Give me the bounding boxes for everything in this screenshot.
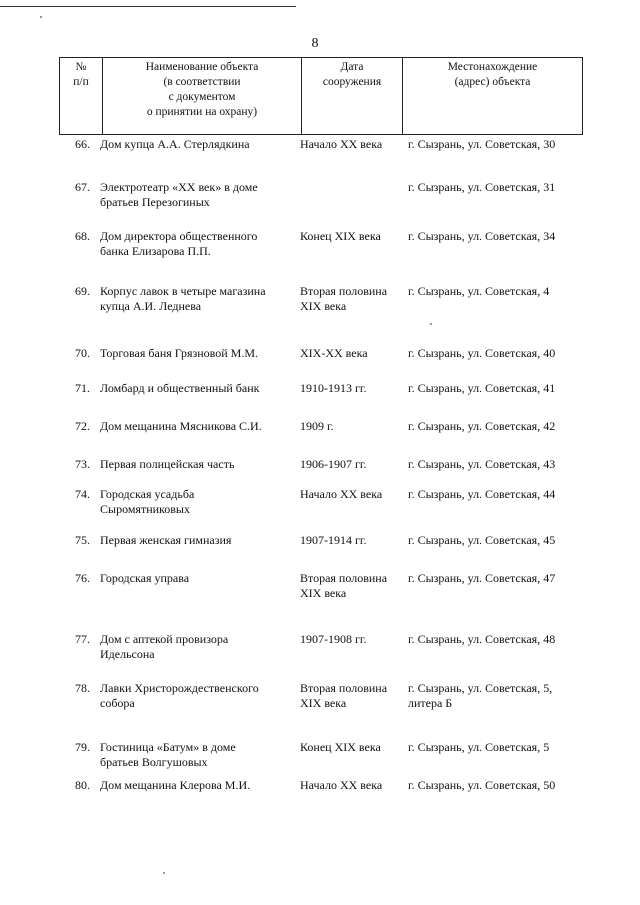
object-name: Дом мещанина Клерова М.И. — [100, 778, 251, 792]
object-location: г. Сызрань, ул. Советская, 42 — [408, 419, 556, 433]
header-num: № п/п — [60, 58, 103, 135]
object-location: г. Сызрань, ул. Советская, 34 — [408, 229, 556, 243]
row-number: 74. — [75, 487, 90, 501]
object-location: г. Сызрань, ул. Советская, 5, литера Б — [408, 681, 553, 710]
object-location: г. Сызрань, ул. Советская, 48 — [408, 632, 556, 646]
construction-date: Начало XX века — [300, 137, 383, 151]
object-name: Ломбард и общественный банк — [100, 381, 260, 395]
construction-date: Вторая половина XIX века — [300, 681, 388, 710]
header-location: Местонахождение (адрес) объекта — [403, 58, 583, 135]
construction-date: 1906-1907 гг. — [300, 457, 367, 471]
object-name: Дом директора общественного банка Елизарова П.П. — [100, 229, 258, 258]
object-location: г. Сызрань, ул. Советская, 30 — [408, 137, 556, 151]
row-number: 79. — [75, 740, 90, 754]
row-number: 70. — [75, 346, 90, 360]
row-number: 69. — [75, 284, 90, 298]
object-location: г. Сызрань, ул. Советская, 40 — [408, 346, 556, 360]
row-number: 76. — [75, 571, 90, 585]
object-location: г. Сызрань, ул. Советская, 44 — [408, 487, 556, 501]
header-name: Наименование объекта (в соответствии с документом о принятии на охрану) — [103, 58, 302, 135]
object-name: Городская управа — [100, 571, 190, 585]
object-name: Гостиница «Батум» в доме братьев Волгушовых — [100, 740, 236, 769]
object-name: Первая полицейская часть — [100, 457, 235, 471]
object-name: Электротеатр «XX век» в доме братьев Перезогиных — [100, 180, 258, 209]
row-number: 71. — [75, 381, 90, 395]
object-name: Городская усадьба Сыромятниковых — [100, 487, 195, 516]
row-number: 78. — [75, 681, 90, 695]
row-number: 80. — [75, 778, 90, 792]
construction-date: 1909 г. — [300, 419, 334, 433]
construction-date: Начало XX века — [300, 778, 383, 792]
row-number: 73. — [75, 457, 90, 471]
object-name: Дом мещанина Мясникова С.И. — [100, 419, 262, 433]
scan-speck — [163, 872, 165, 874]
object-location: г. Сызрань, ул. Советская, 4 — [408, 284, 550, 298]
object-location: г. Сызрань, ул. Советская, 45 — [408, 533, 556, 547]
object-name: Корпус лавок в четыре магазина купца А.И. Леднева — [100, 284, 266, 313]
row-number: 77. — [75, 632, 90, 646]
page-number: 8 — [311, 36, 319, 51]
construction-date: 1907-1908 гг. — [300, 632, 367, 646]
row-number: 72. — [75, 419, 90, 433]
construction-date: Конец XIX века — [300, 740, 381, 754]
object-location: г. Сызрань, ул. Советская, 41 — [408, 381, 556, 395]
object-location: г. Сызрань, ул. Советская, 31 — [408, 180, 556, 194]
row-number: 75. — [75, 533, 90, 547]
row-number: 66. — [75, 137, 90, 151]
construction-date: Вторая половина XIX века — [300, 284, 388, 313]
scan-speck — [430, 323, 432, 325]
row-number: 67. — [75, 180, 90, 194]
header-date: Дата сооружения — [302, 58, 403, 135]
object-name: Торговая баня Грязновой М.М. — [100, 346, 258, 360]
scan-speck — [40, 16, 42, 18]
object-location: г. Сызрань, ул. Советская, 47 — [408, 571, 556, 585]
top-rule — [0, 6, 296, 7]
object-location: г. Сызрань, ул. Советская, 43 — [408, 457, 556, 471]
object-name: Дом с аптекой провизора Идельсона — [100, 632, 229, 661]
object-location: г. Сызрань, ул. Советская, 5 — [408, 740, 550, 754]
construction-date: Начало XX века — [300, 487, 383, 501]
object-location: г. Сызрань, ул. Советская, 50 — [408, 778, 556, 792]
object-name: Дом купца А.А. Стерлядкина — [100, 137, 250, 151]
construction-date: XIX-XX века — [300, 346, 368, 360]
construction-date: 1907-1914 гг. — [300, 533, 367, 547]
construction-date: Конец XIX века — [300, 229, 381, 243]
table-header — [59, 57, 583, 135]
object-name: Лавки Христорождественского собора — [100, 681, 259, 710]
construction-date: 1910-1913 гг. — [300, 381, 367, 395]
row-number: 68. — [75, 229, 90, 243]
construction-date: Вторая половина XIX века — [300, 571, 388, 600]
object-name: Первая женская гимназия — [100, 533, 232, 547]
